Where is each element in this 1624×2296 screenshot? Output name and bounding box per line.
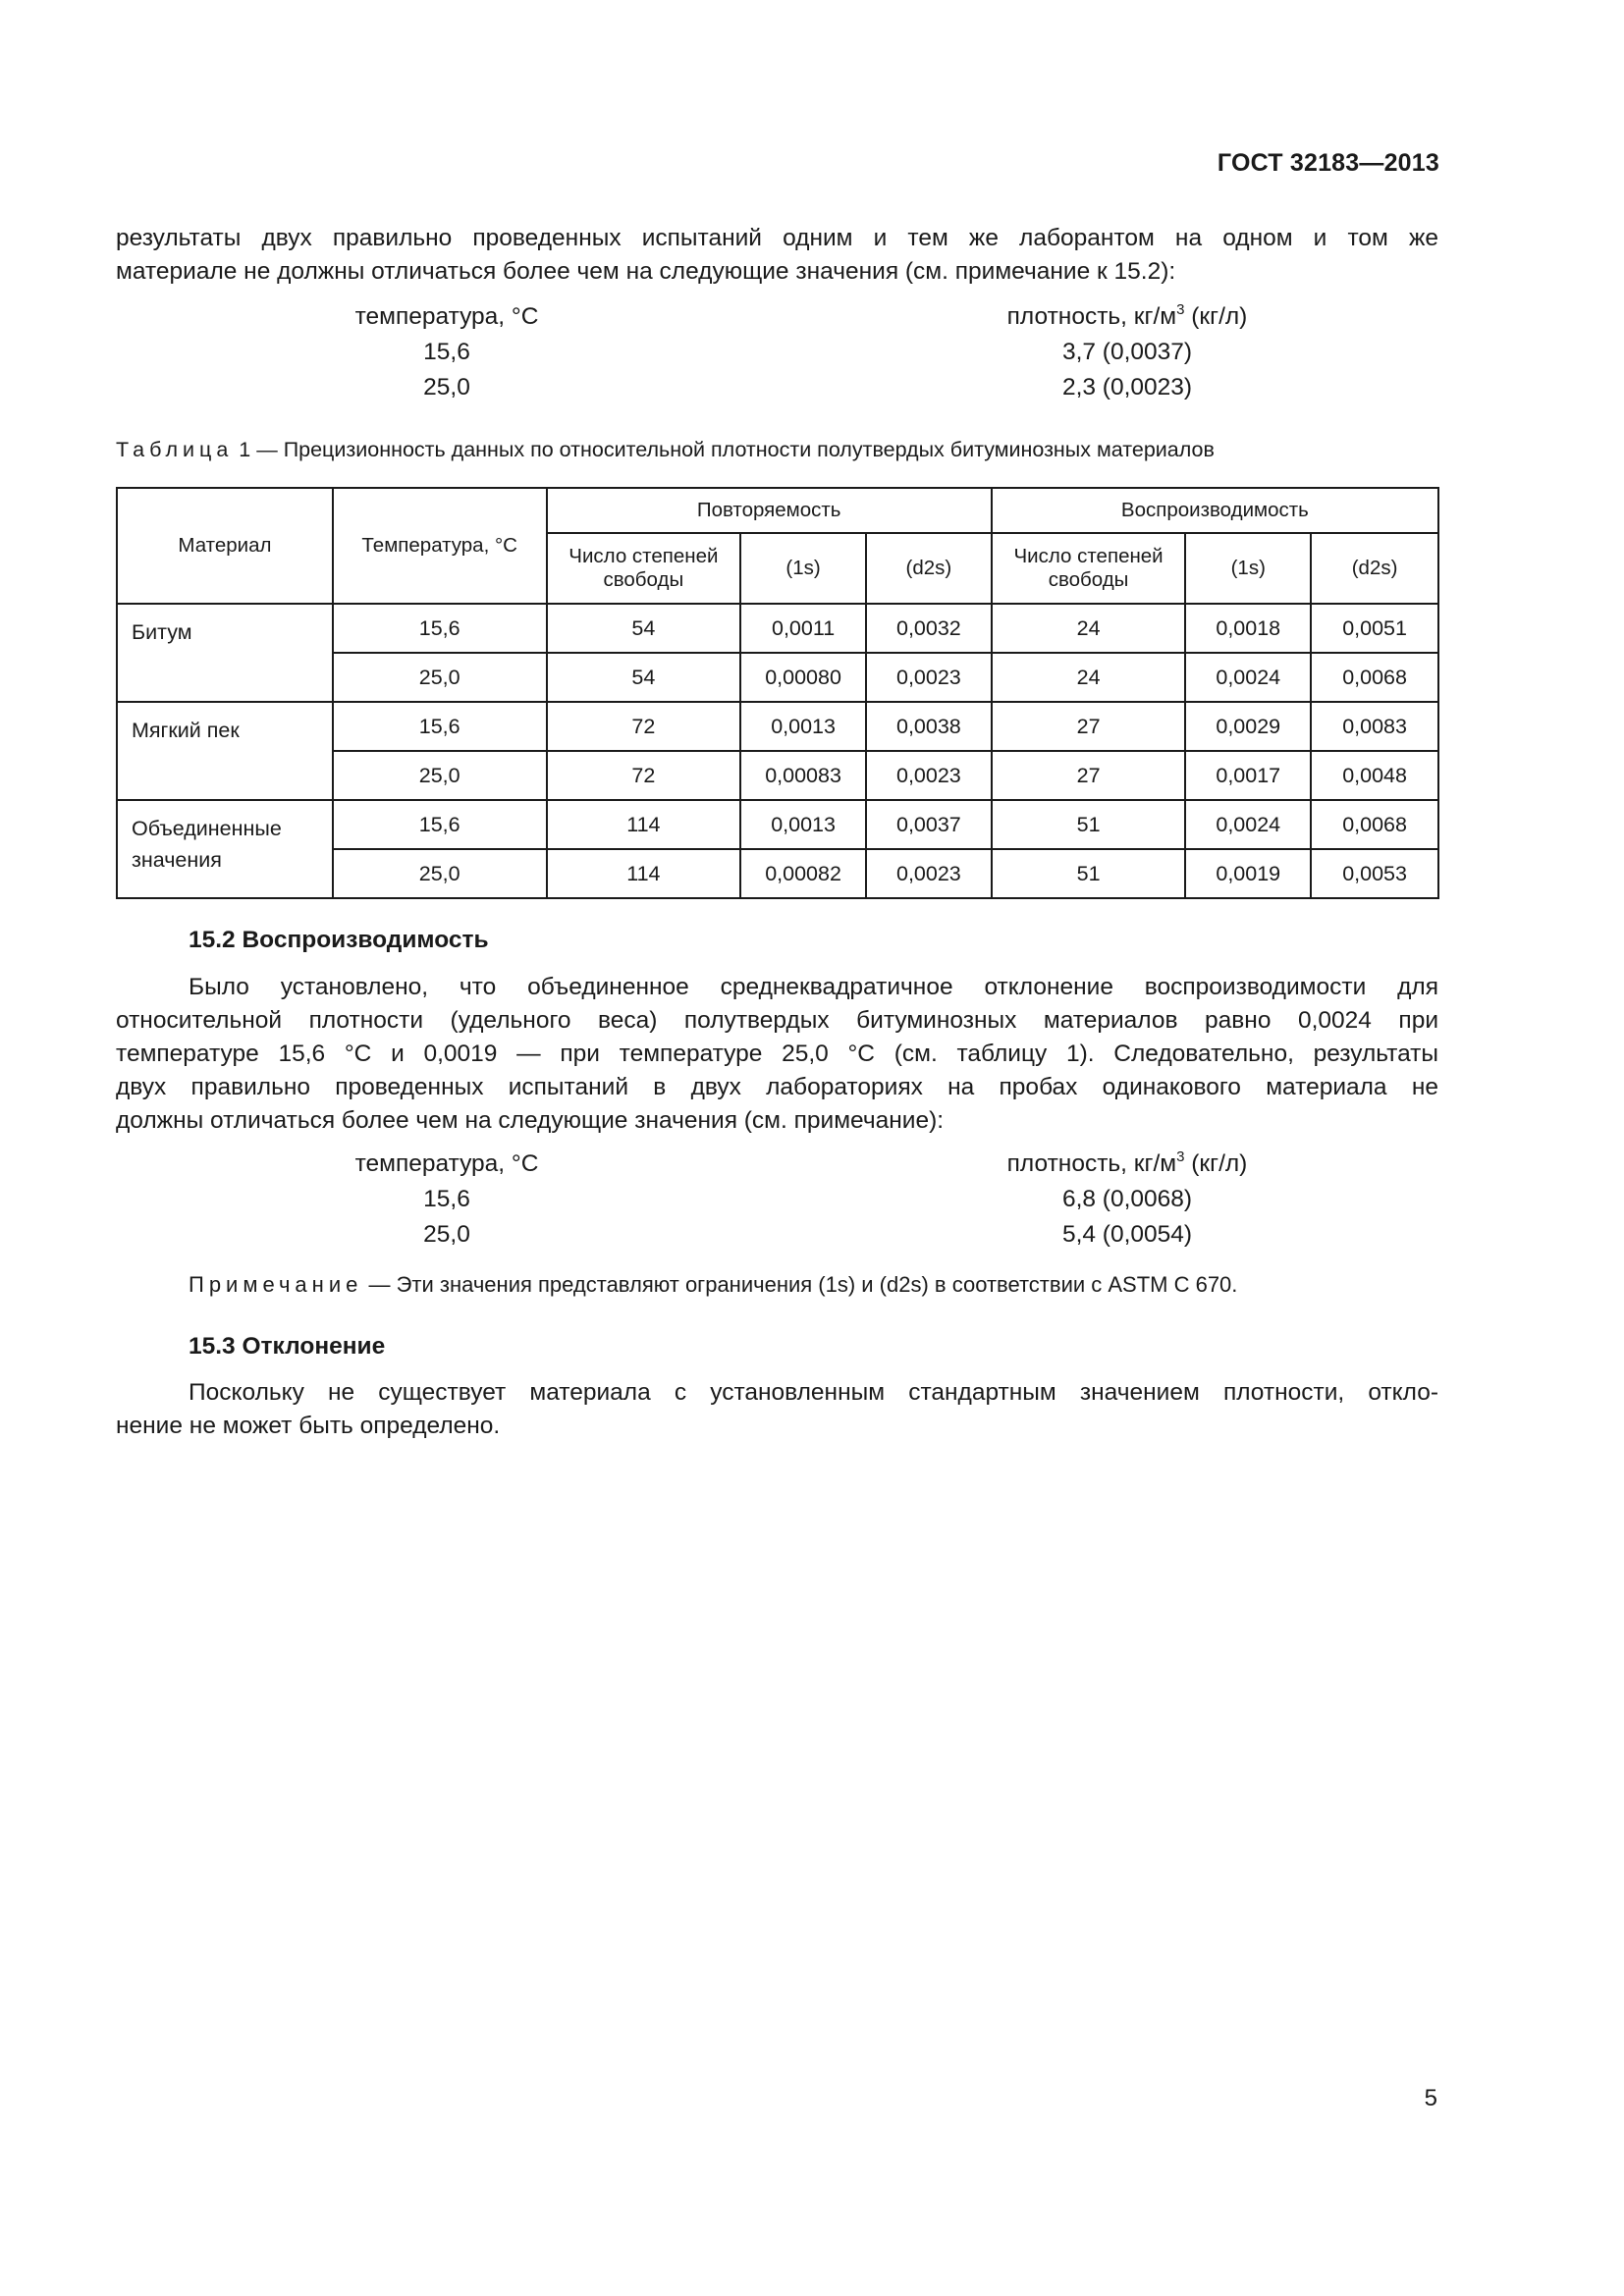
cell: 54 bbox=[547, 653, 741, 702]
values-header-row bbox=[0, 303, 1624, 339]
cell: 27 bbox=[992, 702, 1186, 751]
paragraph-line: нение не может быть определено. bbox=[116, 1413, 501, 1439]
header-degrees-of-freedom: Число степеней свободы bbox=[547, 533, 741, 604]
cell: 0,0013 bbox=[740, 800, 866, 849]
density-value: 5,4 (0,0054) bbox=[1061, 1221, 1193, 1248]
cell: 0,0068 bbox=[1311, 800, 1438, 849]
temperature-value: 25,0 bbox=[423, 1221, 470, 1248]
cell: 0,0032 bbox=[866, 604, 992, 653]
temperature-value: 15,6 bbox=[423, 1186, 470, 1212]
header-degrees-of-freedom: Число степеней свободы bbox=[992, 533, 1186, 604]
cell: 0,0023 bbox=[866, 751, 992, 800]
cell: 0,0051 bbox=[1311, 604, 1438, 653]
page-number: 5 bbox=[1424, 2085, 1437, 2111]
temperature-value: 15,6 bbox=[423, 339, 470, 365]
values-row bbox=[0, 1186, 1624, 1221]
header-1s: (1s) bbox=[1185, 533, 1311, 604]
intro-line: результаты двух правильно проведенных испытаний одним и тем же лаборантом на одном и том же bbox=[116, 225, 1438, 251]
temp-cell: 25,0 bbox=[333, 751, 547, 800]
table-caption: Таблица 1 — Прецизионность данных по относительной плотности полутвердых битуминозных материалов bbox=[116, 438, 1215, 461]
material-cell: Мягкий пек bbox=[117, 702, 333, 800]
temp-cell: 25,0 bbox=[333, 653, 547, 702]
material-cell: Битум bbox=[117, 604, 333, 702]
cell: 0,0053 bbox=[1311, 849, 1438, 898]
cell: 0,0038 bbox=[866, 702, 992, 751]
table-row bbox=[117, 800, 1438, 849]
paragraph-line: Поскольку не существует материала с установленным стандартным значением плотности, откло- bbox=[189, 1379, 1438, 1406]
paragraph-line: температуре 15,6 °С и 0,0019 — при температуре 25,0 °С (см. таблицу 1). Следовательно, результаты bbox=[116, 1041, 1438, 1067]
material-cell: Объединенные значения bbox=[117, 800, 333, 898]
density-header: плотность, $кг/м^3$ (кг/л) bbox=[1006, 301, 1248, 330]
header-material: Материал bbox=[117, 488, 333, 604]
cell: 0,0037 bbox=[866, 800, 992, 849]
values-row bbox=[0, 1221, 1624, 1256]
precision-table bbox=[116, 487, 1439, 899]
paragraph-line: двух правильно проведенных испытаний в двух лабораториях на пробах одинакового материала не bbox=[116, 1074, 1438, 1100]
cell: 114 bbox=[547, 800, 741, 849]
header-repeatability: Повторяемость bbox=[547, 488, 992, 533]
cell: 114 bbox=[547, 849, 741, 898]
temp-cell: 15,6 bbox=[333, 702, 547, 751]
section-heading: 15.3 Отклонение bbox=[189, 1333, 386, 1360]
section-15-2-paragraph bbox=[116, 971, 1438, 1138]
paragraph-line: должны отличаться более чем на следующие значения (см. примечание): bbox=[116, 1107, 945, 1134]
cell: 0,0029 bbox=[1185, 702, 1311, 751]
header-reproducibility: Воспроизводимость bbox=[992, 488, 1438, 533]
section-15-3-paragraph bbox=[116, 1376, 1438, 1443]
cell: 0,0018 bbox=[1185, 604, 1311, 653]
table-row bbox=[117, 702, 1438, 751]
values-header-row bbox=[0, 1150, 1624, 1186]
temperature-header: температура, °С bbox=[354, 303, 539, 330]
cell: 0,0017 bbox=[1185, 751, 1311, 800]
temp-cell: 15,6 bbox=[333, 800, 547, 849]
table-row bbox=[117, 604, 1438, 653]
note-label: Примечание bbox=[189, 1272, 363, 1297]
cell: 0,0013 bbox=[740, 702, 866, 751]
cell: 72 bbox=[547, 751, 741, 800]
cell: 0,0024 bbox=[1185, 653, 1311, 702]
temp-cell: 15,6 bbox=[333, 604, 547, 653]
cell: 0,0024 bbox=[1185, 800, 1311, 849]
table-header-row bbox=[117, 488, 1438, 533]
paragraph-line: относительной плотности (удельного веса) полутвердых битуминозных материалов равно 0,0024 при bbox=[116, 1007, 1438, 1034]
density-value: 2,3 (0,0023) bbox=[1061, 374, 1193, 400]
cell: 24 bbox=[992, 604, 1186, 653]
cell: 54 bbox=[547, 604, 741, 653]
paragraph-line: Было установлено, что объединенное среднеквадратичное отклонение воспроизводимости для bbox=[189, 974, 1438, 1000]
note-text: — Эти значения представляют ограничения (1s) и (d2s) в соответствии с ASTM С 670. bbox=[362, 1272, 1238, 1297]
cell: 0,0023 bbox=[866, 653, 992, 702]
note bbox=[189, 1272, 1237, 1298]
values-row bbox=[0, 339, 1624, 374]
header-temperature: Температура, °С bbox=[333, 488, 547, 604]
cell: 0,0023 bbox=[866, 849, 992, 898]
cell: 51 bbox=[992, 800, 1186, 849]
section-heading: 15.2 Воспроизводимость bbox=[189, 927, 489, 953]
intro-paragraph bbox=[116, 222, 1438, 289]
cell: 0,0011 bbox=[740, 604, 866, 653]
reproducibility-values bbox=[0, 1150, 1624, 1256]
values-row bbox=[0, 374, 1624, 409]
temp-cell: 25,0 bbox=[333, 849, 547, 898]
density-header: плотность, $кг/м^3$ (кг/л) bbox=[1006, 1148, 1248, 1177]
cell: 51 bbox=[992, 849, 1186, 898]
intro-line: материале не должны отличаться более чем на следующие значения (см. примечание к 15.2): bbox=[116, 258, 1176, 285]
density-value: 3,7 (0,0037) bbox=[1061, 339, 1193, 365]
header-1s: (1s) bbox=[740, 533, 866, 604]
temperature-header: температура, °С bbox=[354, 1150, 539, 1177]
cell: 27 bbox=[992, 751, 1186, 800]
header-d2s: (d2s) bbox=[866, 533, 992, 604]
cell: 0,00083 bbox=[740, 751, 866, 800]
document-code: ГОСТ 32183—2013 bbox=[1217, 149, 1439, 177]
cell: 0,0019 bbox=[1185, 849, 1311, 898]
repeatability-values bbox=[0, 303, 1624, 409]
density-value: 6,8 (0,0068) bbox=[1061, 1186, 1193, 1212]
cell: 72 bbox=[547, 702, 741, 751]
cell: 0,00080 bbox=[740, 653, 866, 702]
cell: 24 bbox=[992, 653, 1186, 702]
cell: 0,0048 bbox=[1311, 751, 1438, 800]
header-d2s: (d2s) bbox=[1311, 533, 1438, 604]
cell: 0,0083 bbox=[1311, 702, 1438, 751]
cell: 0,00082 bbox=[740, 849, 866, 898]
temperature-value: 25,0 bbox=[423, 374, 470, 400]
cell: 0,0068 bbox=[1311, 653, 1438, 702]
